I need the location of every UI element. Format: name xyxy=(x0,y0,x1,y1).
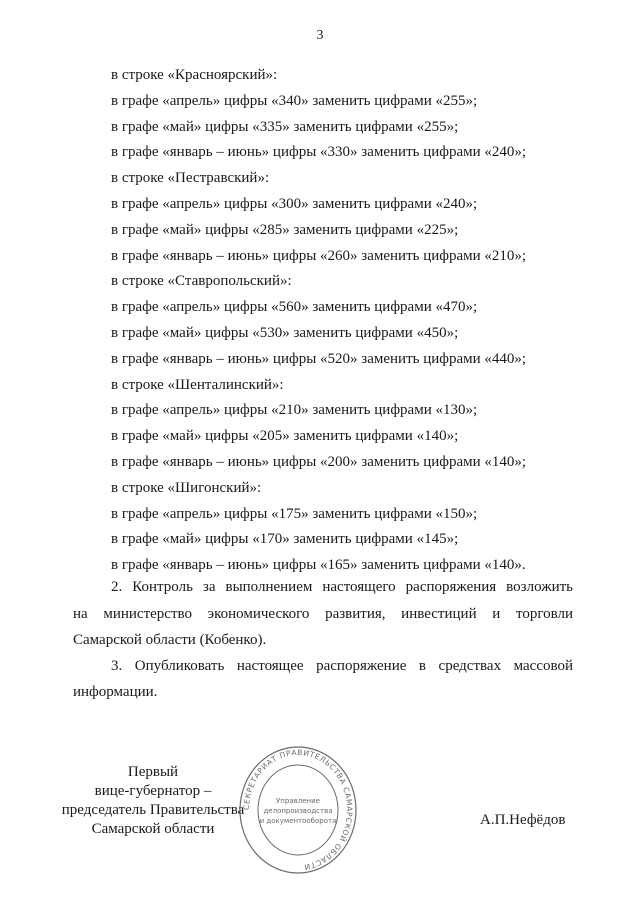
amendment-line: в строке «Шигонский»: xyxy=(111,479,262,496)
amendment-line: в графе «апрель» цифры «175» заменить цифрами «150»; xyxy=(111,505,478,522)
amendment-line: в графе «май» цифры «335» заменить цифрами «255»; xyxy=(111,118,459,135)
paragraph-2-line-3: Самарской области (Кобенко). xyxy=(73,632,267,648)
amendment-line: в графе «январь – июнь» цифры «165» заменить цифрами «140». xyxy=(111,557,526,574)
amendment-line: в графе «май» цифры «285» заменить цифрами «225»; xyxy=(111,221,459,238)
amendment-line: в графе «май» цифры «205» заменить цифрами «140»; xyxy=(111,428,459,445)
signatory-name: А.П.Нефёдов xyxy=(480,812,566,828)
amendment-line: в графе «январь – июнь» цифры «200» заменить цифрами «140»; xyxy=(111,454,527,470)
page-number: 3 xyxy=(316,28,324,43)
amendment-line: в графе «апрель» цифры «340» заменить цифрами «255»; xyxy=(111,92,478,109)
amendment-line: в строке «Пестравский»: xyxy=(111,170,270,187)
amendment-line: в графе «май» цифры «530» заменить цифрами «450»; xyxy=(111,325,459,341)
amendment-line: в графе «январь – июнь» цифры «330» заменить цифрами «240»; xyxy=(111,144,527,161)
signatory-title-line-4: Самарской области xyxy=(91,821,215,837)
amendment-line: в строке «Шенталинский»: xyxy=(111,376,284,393)
paragraph-3-line-2: информации. xyxy=(73,684,158,700)
amendment-line: в графе «май» цифры «170» заменить цифрами «145»; xyxy=(111,531,459,548)
amendment-line: в графе «январь – июнь» цифры «260» заменить цифрами «210»; xyxy=(111,247,527,264)
signatory-title-line-2: вице-губернатор – xyxy=(94,783,212,799)
seal-inner-line-3: и документооборота xyxy=(259,817,337,825)
signatory-title-line-3: председатель Правительства xyxy=(61,802,245,818)
seal-ring-text: СЕКРЕТАРИАТ ПРАВИТЕЛЬСТВА САМАРСКОЙ ОБЛАСТИ xyxy=(241,747,355,872)
paragraph-2-line-2: на министерство экономического развития, инвестиций и торговли xyxy=(73,606,573,622)
paragraph-2-line-1: 2. Контроль за выполнением настоящего распоряжения возложить xyxy=(111,579,573,595)
amendment-line: в строке «Ставропольский»: xyxy=(111,273,292,290)
amendment-line: в графе «апрель» цифры «560» заменить цифрами «470»; xyxy=(111,299,478,316)
seal-inner-line-1: Управление xyxy=(276,797,320,805)
official-seal xyxy=(238,745,358,875)
amendment-line: в строке «Красноярский»: xyxy=(111,67,278,83)
amendment-line: в графе «апрель» цифры «300» заменить цифрами «240»; xyxy=(111,196,478,212)
amendment-line: в графе «январь – июнь» цифры «520» заменить цифрами «440»; xyxy=(111,350,527,367)
seal-inner-line-2: делопроизводства xyxy=(263,807,333,815)
amendment-line: в графе «апрель» цифры «210» заменить цифрами «130»; xyxy=(111,402,478,419)
paragraph-3-line-1: 3. Опубликовать настоящее распоряжение в средствах массовой xyxy=(111,658,573,674)
signatory-title-line-1: Первый xyxy=(127,764,179,780)
